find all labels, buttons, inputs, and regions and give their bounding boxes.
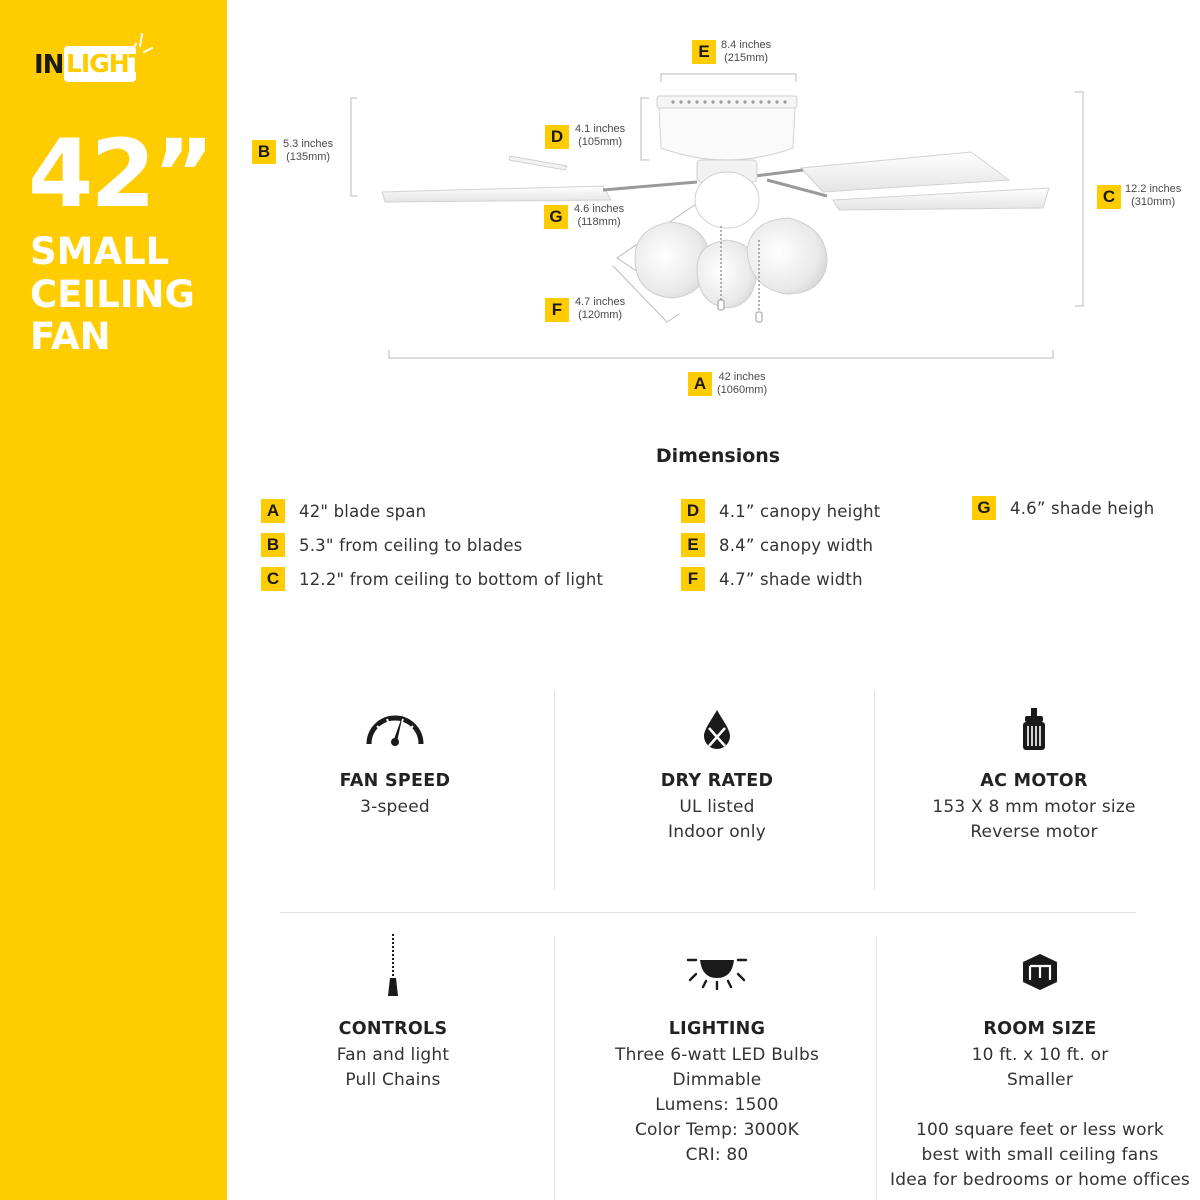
feature-line: Dimmable bbox=[672, 1070, 762, 1090]
feature-dry-rated bbox=[596, 692, 838, 892]
speedometer-icon bbox=[365, 708, 425, 748]
dimension-text: 4.6” shade heigh bbox=[1010, 498, 1155, 518]
marker-b-label bbox=[283, 138, 333, 164]
marker-g-inches: 4.6 inches bbox=[574, 203, 625, 215]
dimension-text: 5.3" from ceiling to blades bbox=[299, 535, 523, 555]
side-panel bbox=[0, 0, 227, 1200]
drop-icon bbox=[700, 708, 734, 750]
feature-controls bbox=[282, 930, 504, 1190]
marker-d-badge: D bbox=[545, 125, 569, 149]
feature-line: Indoor only bbox=[668, 822, 766, 842]
logo-text-in: IN bbox=[34, 50, 64, 80]
side-title-line-1: SMALL bbox=[30, 230, 170, 273]
dimension-text: 8.4” canopy width bbox=[719, 535, 874, 555]
dimensions-heading: Dimensions bbox=[655, 445, 781, 467]
dimension-badge: D bbox=[681, 499, 705, 523]
marker-g-label bbox=[574, 203, 624, 229]
marker-a-label bbox=[717, 371, 767, 397]
feature-line: CRI: 80 bbox=[685, 1145, 749, 1165]
dimension-item-e bbox=[681, 533, 873, 557]
feature-line: Idea for bedrooms or home offices bbox=[890, 1170, 1190, 1190]
dimension-badge: F bbox=[681, 567, 705, 591]
dimension-text: 42" blade span bbox=[299, 501, 427, 521]
feature-row-divider bbox=[280, 912, 1136, 913]
feature-line: 100 square feet or less work bbox=[916, 1120, 1164, 1140]
marker-b-inches: 5.3 inches bbox=[283, 138, 334, 150]
feature-line: Lumens: 1500 bbox=[655, 1095, 779, 1115]
logo-text-light: LIGHT bbox=[66, 49, 145, 78]
motor-icon bbox=[1021, 708, 1047, 754]
feature-room-size bbox=[882, 930, 1198, 1190]
feature-ac-motor bbox=[904, 692, 1164, 892]
feature-lighting bbox=[592, 930, 842, 1190]
room-icon bbox=[1020, 952, 1060, 992]
pull-chain-icon bbox=[386, 934, 400, 998]
brand-logo bbox=[30, 32, 154, 90]
marker-a-mm: (1060mm) bbox=[717, 384, 768, 396]
dimension-badge: E bbox=[681, 533, 705, 557]
marker-a-inches: 42 inches bbox=[718, 371, 766, 383]
dimension-badge: B bbox=[261, 533, 285, 557]
feature-line: Fan and light bbox=[336, 1045, 450, 1065]
marker-c-label bbox=[1125, 183, 1181, 209]
marker-e-badge: E bbox=[692, 40, 716, 64]
dimension-item-c bbox=[261, 567, 603, 591]
marker-g-mm: (118mm) bbox=[577, 216, 621, 228]
marker-f-badge: F bbox=[545, 298, 569, 322]
feature-title: FAN SPEED bbox=[339, 771, 451, 791]
marker-e-label bbox=[721, 39, 771, 65]
dimension-text: 12.2" from ceiling to bottom of light bbox=[299, 569, 604, 589]
dimension-badge: C bbox=[261, 567, 285, 591]
feature-title: DRY RATED bbox=[660, 771, 774, 791]
feature-line: Color Temp: 3000K bbox=[634, 1120, 800, 1140]
dimension-item-d bbox=[681, 499, 880, 523]
feature-line: UL listed bbox=[679, 797, 755, 817]
marker-g-badge: G bbox=[544, 205, 568, 229]
marker-b-mm: (135mm) bbox=[286, 151, 331, 163]
marker-e-mm: (215mm) bbox=[724, 52, 769, 64]
marker-f-label bbox=[575, 296, 625, 322]
feature-divider bbox=[874, 692, 875, 890]
feature-line: Smaller bbox=[1006, 1070, 1074, 1090]
marker-d-label bbox=[575, 123, 625, 149]
feature-line: Pull Chains bbox=[345, 1070, 441, 1090]
dimension-badge: G bbox=[972, 496, 996, 520]
logo-rays-icon bbox=[128, 32, 154, 54]
dimension-badge: A bbox=[261, 499, 285, 523]
feature-line: Three 6-watt LED Bulbs bbox=[614, 1045, 820, 1065]
feature-line: best with small ceiling fans bbox=[921, 1145, 1159, 1165]
marker-d-mm: (105mm) bbox=[578, 136, 623, 148]
feature-divider bbox=[554, 936, 555, 1200]
dimension-item-a bbox=[261, 499, 426, 523]
feature-line: 153 X 8 mm motor size bbox=[932, 797, 1136, 817]
feature-title: AC MOTOR bbox=[980, 771, 1088, 791]
marker-c-inches: 12.2 inches bbox=[1125, 183, 1182, 195]
marker-b-badge: B bbox=[252, 140, 276, 164]
marker-a-badge: A bbox=[688, 372, 712, 396]
feature-fan-speed bbox=[284, 692, 506, 892]
feature-line: Reverse motor bbox=[970, 822, 1098, 842]
marker-d-inches: 4.1 inches bbox=[575, 123, 626, 135]
feature-title: ROOM SIZE bbox=[983, 1019, 1097, 1039]
feature-divider bbox=[554, 692, 555, 890]
feature-title: CONTROLS bbox=[338, 1019, 448, 1039]
marker-c-mm: (310mm) bbox=[1131, 196, 1176, 208]
lamp-icon bbox=[686, 948, 748, 990]
marker-f-mm: (120mm) bbox=[578, 309, 623, 321]
dimension-item-g bbox=[972, 496, 1154, 520]
dimension-text: 4.1” canopy height bbox=[719, 501, 881, 521]
feature-divider bbox=[876, 936, 877, 1200]
side-title-line-2: CEILING bbox=[30, 273, 195, 316]
feature-line: 10 ft. x 10 ft. or bbox=[971, 1045, 1109, 1065]
marker-f-inches: 4.7 inches bbox=[575, 296, 626, 308]
fan-dimension-diagram bbox=[227, 0, 1200, 420]
feature-title: LIGHTING bbox=[668, 1019, 766, 1039]
fan-size-heading: 42” bbox=[28, 120, 212, 229]
dimension-item-f bbox=[681, 567, 863, 591]
dimension-item-b bbox=[261, 533, 522, 557]
side-title-line-3: FAN bbox=[30, 315, 111, 358]
dimension-text: 4.7” shade width bbox=[719, 569, 863, 589]
feature-line: 3-speed bbox=[360, 797, 430, 817]
marker-c-badge: C bbox=[1097, 185, 1121, 209]
marker-e-inches: 8.4 inches bbox=[721, 39, 772, 51]
